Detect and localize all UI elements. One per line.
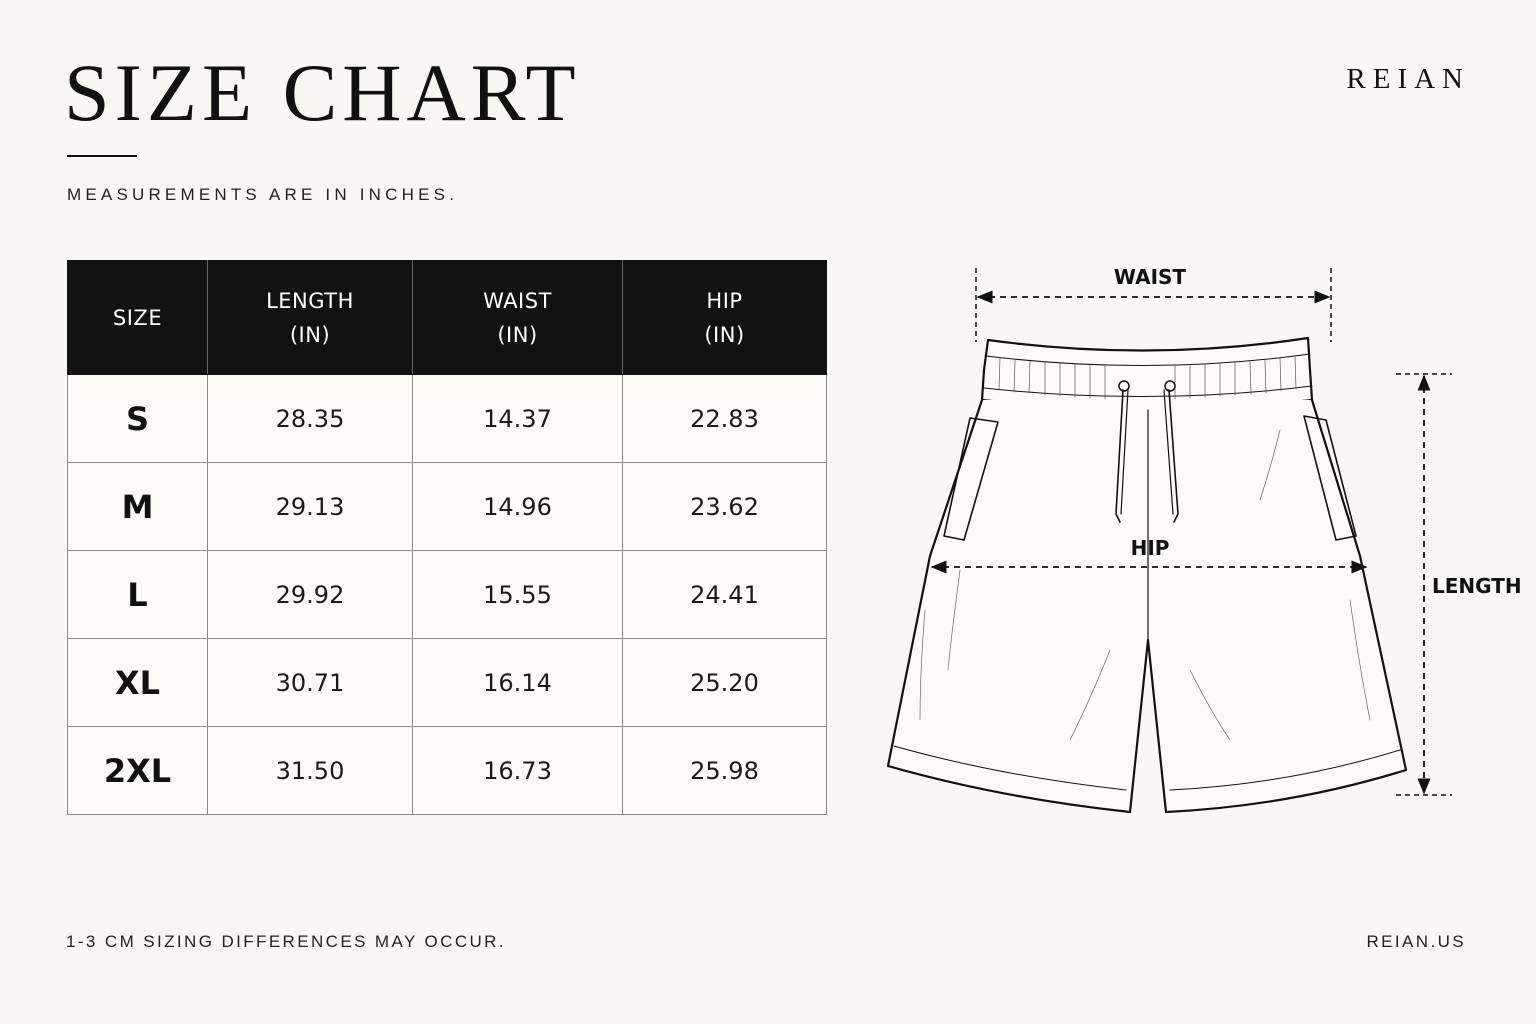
waist-cell: 14.37 bbox=[413, 375, 623, 463]
hip-cell: 25.20 bbox=[623, 639, 827, 727]
waist-cell: 14.96 bbox=[413, 463, 623, 551]
shorts-diagram bbox=[860, 250, 1522, 830]
header-length bbox=[208, 261, 413, 375]
waist-cell: 15.55 bbox=[413, 551, 623, 639]
header-waist bbox=[413, 261, 623, 375]
waist-cell: 16.14 bbox=[413, 639, 623, 727]
hip-cell: 23.62 bbox=[623, 463, 827, 551]
shorts-illustration bbox=[888, 338, 1406, 812]
size-cell: M bbox=[68, 463, 208, 551]
table-row bbox=[68, 727, 827, 815]
header-hip-label: HIP bbox=[706, 288, 743, 313]
header-hip-unit: (IN) bbox=[704, 322, 745, 347]
page-title: SIZE CHART bbox=[64, 47, 581, 138]
length-cell: 31.50 bbox=[208, 727, 413, 815]
hip-label: HIP bbox=[1130, 536, 1170, 560]
waist-label: WAIST bbox=[1113, 265, 1187, 289]
brand-logo: REIAN bbox=[1346, 63, 1470, 95]
hip-cell: 22.83 bbox=[623, 375, 827, 463]
sizing-disclaimer: 1-3 CM SIZING DIFFERENCES MAY OCCUR. bbox=[66, 932, 506, 951]
waist-dimension bbox=[976, 265, 1331, 342]
size-cell: S bbox=[68, 375, 208, 463]
length-cell: 30.71 bbox=[208, 639, 413, 727]
waist-cell: 16.73 bbox=[413, 727, 623, 815]
length-cell: 29.13 bbox=[208, 463, 413, 551]
header-length-label: LENGTH bbox=[266, 288, 354, 313]
size-cell: XL bbox=[68, 639, 208, 727]
table-row bbox=[68, 375, 827, 463]
hip-cell: 25.98 bbox=[623, 727, 827, 815]
header-length-unit: (IN) bbox=[289, 322, 331, 347]
header-size bbox=[68, 261, 208, 375]
table-row bbox=[68, 463, 827, 551]
measurement-note: MEASUREMENTS ARE IN INCHES. bbox=[67, 185, 459, 204]
table-header-row bbox=[68, 261, 827, 375]
website-link[interactable]: REIAN.US bbox=[1366, 932, 1466, 951]
length-cell: 28.35 bbox=[208, 375, 413, 463]
length-cell: 29.92 bbox=[208, 551, 413, 639]
header-hip bbox=[623, 261, 827, 375]
length-label: LENGTH bbox=[1432, 574, 1522, 598]
header-waist-unit: (IN) bbox=[497, 322, 538, 347]
size-cell: 2XL bbox=[68, 727, 208, 815]
header-waist-label: WAIST bbox=[483, 288, 552, 313]
table-row bbox=[68, 639, 827, 727]
size-cell: L bbox=[68, 551, 208, 639]
title-underline bbox=[67, 155, 137, 157]
table-row bbox=[68, 551, 827, 639]
size-table bbox=[67, 260, 827, 815]
length-dimension bbox=[1396, 374, 1522, 795]
hip-cell: 24.41 bbox=[623, 551, 827, 639]
header-size-label: SIZE bbox=[112, 305, 163, 330]
